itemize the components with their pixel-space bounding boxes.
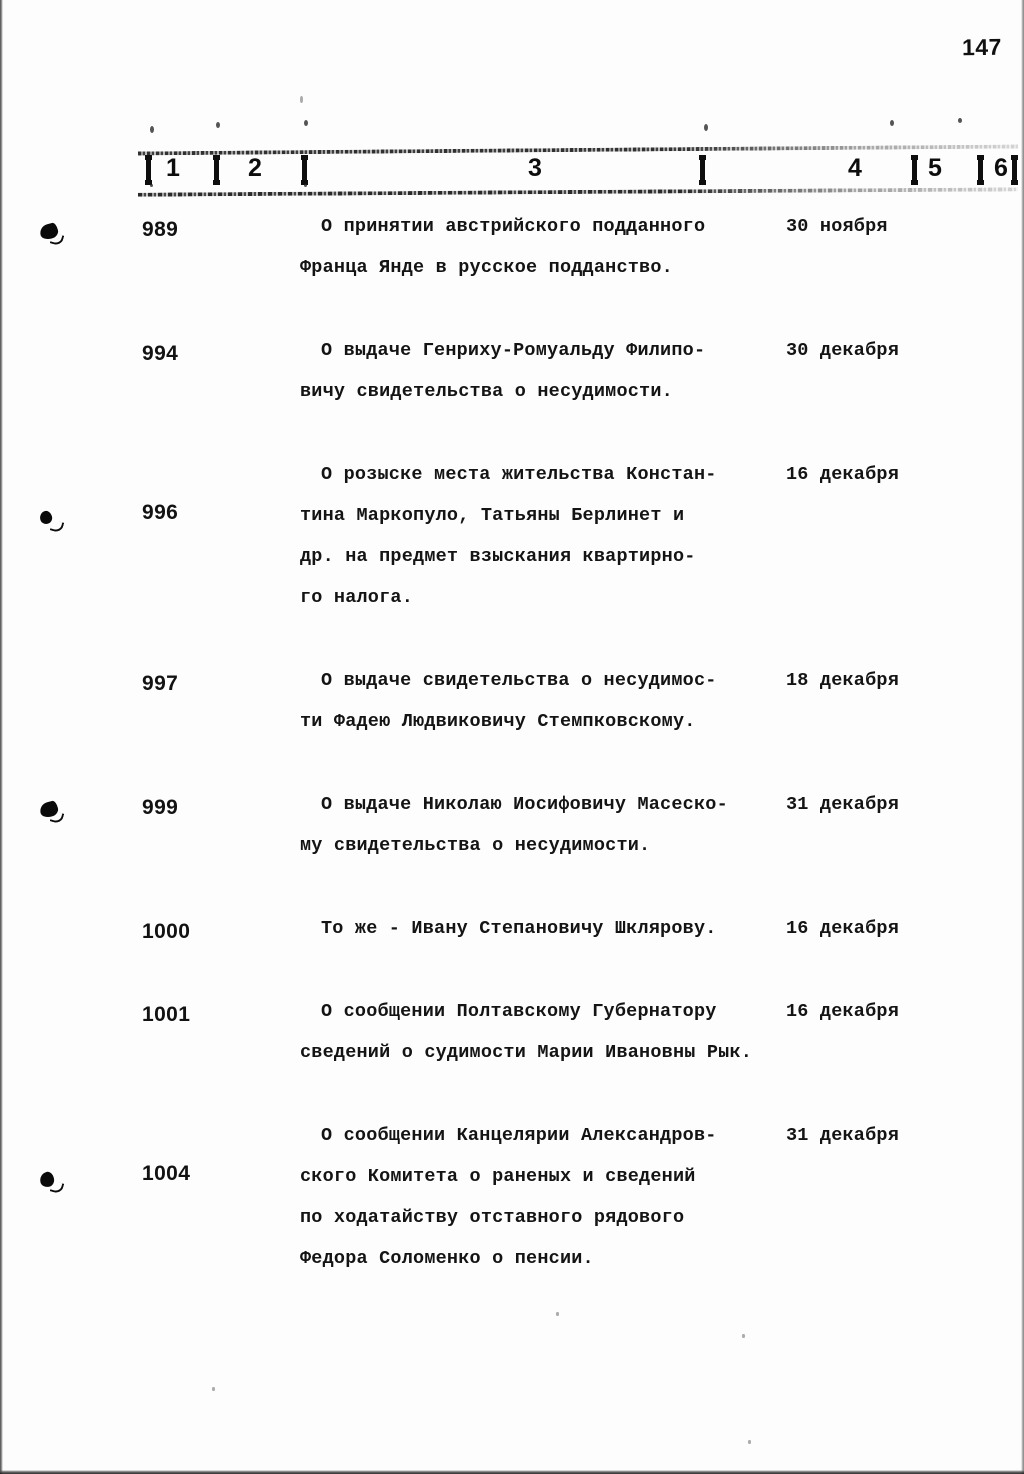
entry-description-line	[300, 670, 1000, 711]
entry-description-line	[300, 835, 1000, 876]
entry-description-block	[300, 340, 1000, 422]
column-number-1: 1	[166, 154, 180, 182]
entry-number: 997	[142, 672, 179, 695]
entry-description-line	[300, 1166, 1000, 1207]
margin-ink-mark	[38, 800, 60, 822]
entry-description-text: О сообщении Канцелярии Александров-	[321, 1125, 717, 1146]
margin-ink-mark	[38, 222, 60, 244]
entry-date: 16 декабря	[786, 1001, 900, 1022]
entry-description-text: сведений о судимости Марии Ивановны Рык.	[300, 1042, 753, 1063]
entry-description-line	[300, 1125, 1000, 1166]
scan-speck	[150, 126, 154, 133]
entry-date: 18 декабря	[786, 670, 900, 691]
entry-description-text: О выдаче Николаю Иосифовичу Масеско-	[321, 794, 728, 815]
entry-row	[0, 794, 1024, 876]
entry-description-block	[300, 918, 1000, 959]
header-rule-bottom	[138, 187, 1018, 196]
entry-description-line	[300, 1207, 1000, 1248]
entry-date: 30 декабря	[786, 340, 900, 361]
entry-number: 1004	[142, 1162, 191, 1185]
column-separator-tick	[1012, 158, 1017, 182]
entry-number: 1001	[142, 1003, 191, 1026]
entry-description-line	[300, 381, 1000, 422]
ink-stroke-icon	[50, 1181, 65, 1195]
entry-number: 1000	[142, 920, 191, 943]
entry-description-text: О выдаче свидетельства о несудимос-	[321, 670, 717, 691]
entry-date: 16 декабря	[786, 464, 900, 485]
entry-description-block	[300, 464, 1000, 628]
scan-speck	[304, 120, 308, 126]
entry-row	[0, 340, 1024, 422]
column-separator-tick	[912, 158, 917, 182]
entry-description-line	[300, 711, 1000, 752]
entry-description-text: Франца Янде в русское подданство.	[300, 257, 673, 278]
page-number: 147	[961, 33, 1003, 61]
entry-row	[0, 216, 1024, 298]
entry-date: 30 ноября	[786, 216, 888, 237]
scan-dust	[742, 1334, 745, 1338]
ink-stroke-icon	[50, 233, 65, 247]
entry-description-text: ского Комитета о раненых и сведений	[300, 1166, 696, 1187]
entry-description-text: по ходатайству отставного рядового	[300, 1207, 685, 1228]
entry-description-text: ти Фадею Людвиковичу Стемпковскому.	[300, 711, 696, 732]
scan-speck	[958, 118, 962, 123]
entry-description-block	[300, 670, 1000, 752]
entry-description-text: го налога.	[300, 587, 414, 608]
column-separator-tick	[978, 158, 983, 182]
column-separator-tick	[700, 158, 705, 182]
entry-description-line	[300, 464, 1000, 505]
entry-row	[0, 670, 1024, 752]
entry-description-line	[300, 1042, 1000, 1083]
column-number-6: 6	[994, 154, 1008, 182]
entry-row	[0, 918, 1024, 959]
entry-description-text: О принятии австрийского подданного	[321, 216, 706, 237]
scan-speck	[216, 122, 220, 128]
ink-stroke-icon	[50, 520, 65, 534]
column-separator-tick	[214, 158, 219, 182]
entry-number: 994	[142, 342, 179, 365]
entry-description-line	[300, 794, 1000, 835]
entry-description-block	[300, 1125, 1000, 1289]
entry-description-line	[300, 918, 1000, 959]
entry-description-text: О розыске места жительства Констан-	[321, 464, 717, 485]
entry-description-block	[300, 216, 1000, 298]
entry-row	[0, 1001, 1024, 1083]
ink-stroke-icon	[50, 811, 65, 825]
entry-date: 16 декабря	[786, 918, 900, 939]
scan-speck	[304, 184, 307, 187]
entry-description-line	[300, 257, 1000, 298]
entry-description-line	[300, 1248, 1000, 1289]
entry-description-text: О выдаче Генриху-Ромуальду Филипо-	[321, 340, 706, 361]
entry-description-line	[300, 546, 1000, 587]
entry-description-text: др. на предмет взыскания квартирно-	[300, 546, 696, 567]
column-number-3: 3	[528, 154, 542, 182]
header-rule-top	[138, 145, 1018, 156]
entry-date: 31 декабря	[786, 1125, 900, 1146]
column-separator-tick	[302, 158, 307, 182]
entry-row	[0, 1125, 1024, 1289]
entry-number: 999	[142, 796, 179, 819]
entry-description-text: тина Маркопуло, Татьяны Берлинет и	[300, 505, 685, 526]
column-number-4: 4	[848, 154, 862, 182]
scan-speck	[150, 184, 153, 187]
column-number-2: 2	[248, 154, 262, 182]
entry-description-text: вичу свидетельства о несудимости.	[300, 381, 673, 402]
entry-description-text: То же - Ивану Степановичу Шклярову.	[321, 918, 717, 939]
entry-description-line	[300, 340, 1000, 381]
scan-edge-bottom	[0, 1470, 1024, 1474]
entry-description-line	[300, 587, 1000, 628]
entry-description-text: му свидетельства о несудимости.	[300, 835, 651, 856]
column-separator-tick	[146, 158, 151, 182]
entry-description-text: Федора Соломенко о пенсии.	[300, 1248, 594, 1269]
entry-number: 996	[142, 501, 179, 524]
scan-speck	[890, 120, 894, 126]
entry-description-line	[300, 216, 1000, 257]
entry-description-block	[300, 1001, 1000, 1083]
scan-dust	[212, 1387, 215, 1391]
entry-description-text: О сообщении Полтавскому Губернатору	[321, 1001, 717, 1022]
entry-description-block	[300, 794, 1000, 876]
column-header-band	[138, 138, 1018, 200]
scan-dust	[556, 1312, 559, 1316]
entry-row	[0, 464, 1024, 628]
margin-ink-mark	[38, 1170, 60, 1192]
entry-number: 989	[142, 218, 179, 241]
margin-ink-mark	[38, 509, 60, 531]
entry-description-line	[300, 505, 1000, 546]
column-number-5: 5	[928, 154, 942, 182]
scan-dust	[300, 96, 303, 103]
entry-description-line	[300, 1001, 1000, 1042]
entry-date: 31 декабря	[786, 794, 900, 815]
scan-speck	[704, 124, 708, 131]
scan-dust	[748, 1440, 751, 1444]
